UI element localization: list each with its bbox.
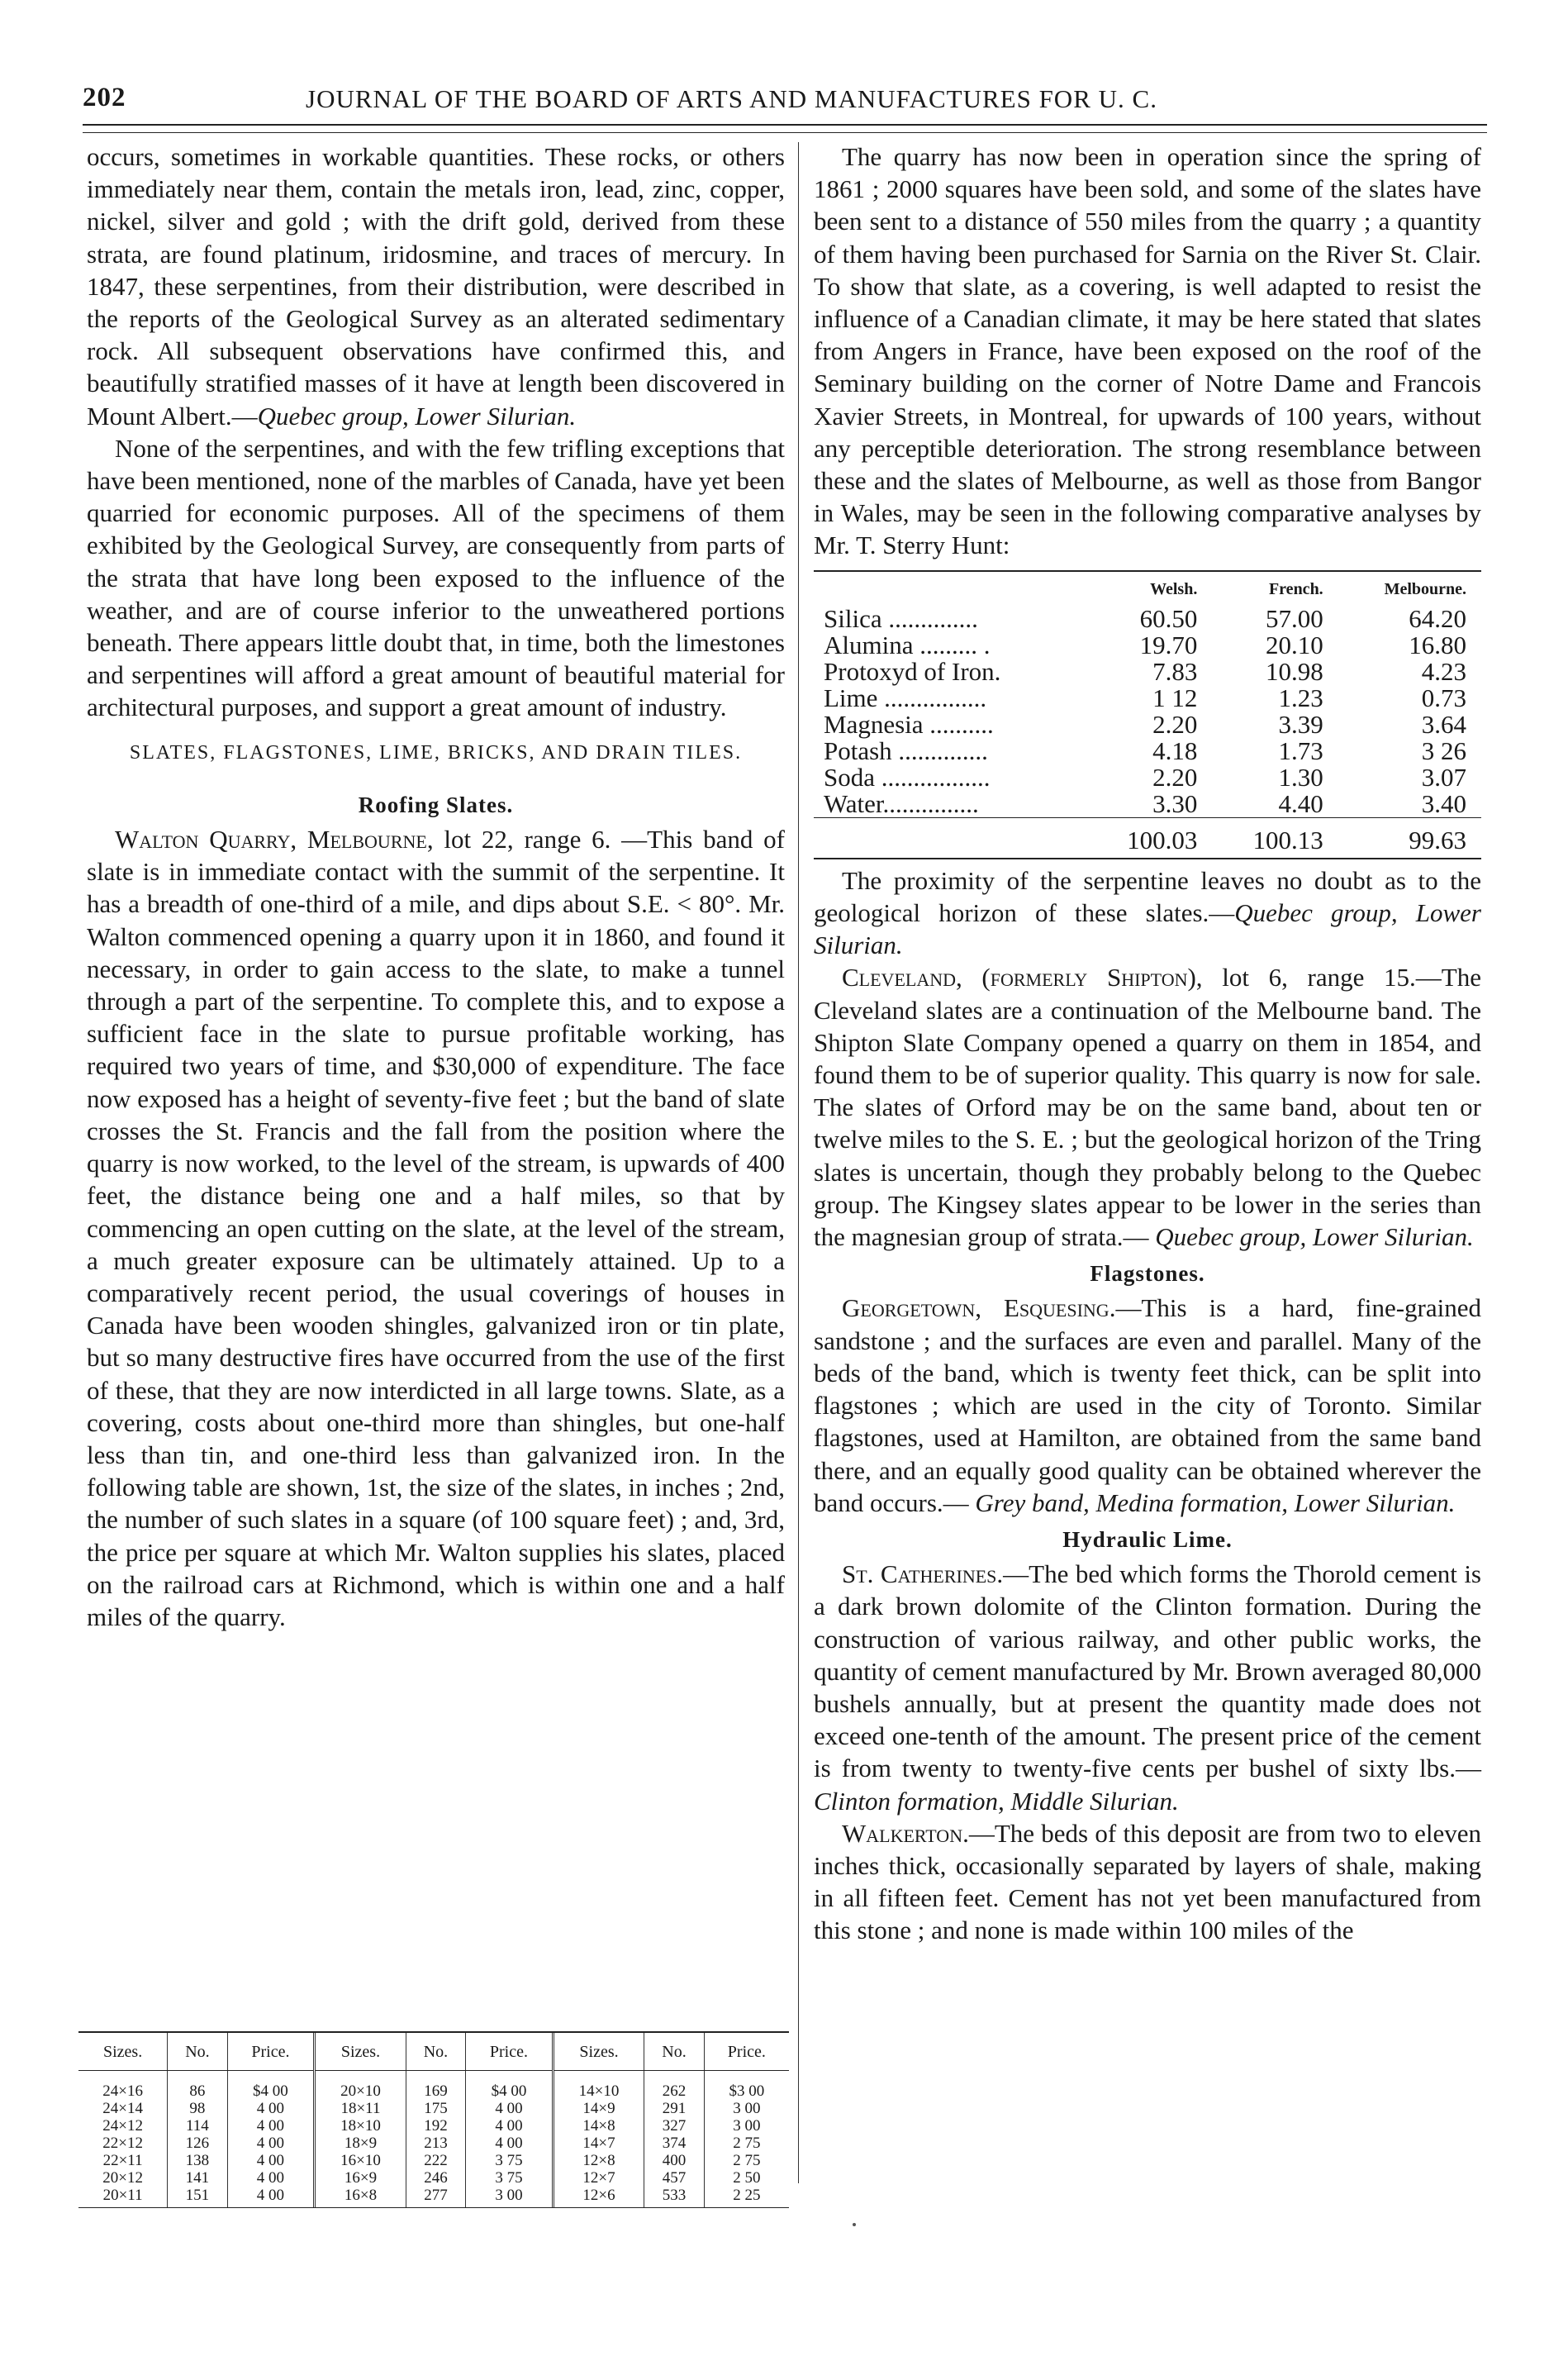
analysis-value: 20.10 (1265, 630, 1323, 659)
table-cell: 3 75 (466, 2169, 554, 2187)
table-cell: 18×11 (315, 2100, 406, 2117)
table-cell: $4 00 (227, 2071, 315, 2101)
page-mark (853, 2223, 856, 2226)
table-cell: 246 (406, 2169, 465, 2187)
sizes-header-cell: No. (644, 2033, 704, 2071)
header-rule (83, 124, 1487, 126)
table-cell: 3 00 (704, 2100, 789, 2117)
analysis-row (814, 764, 1481, 791)
table-cell: 222 (406, 2152, 465, 2169)
analysis-row (814, 791, 1481, 818)
analysis-row (814, 712, 1481, 738)
table-cell: 374 (644, 2135, 704, 2152)
running-title: JOURNAL OF THE BOARD OF ARTS AND MANUFACTURES FOR U. C. (306, 84, 1157, 113)
table-cell: 22×11 (102, 2152, 143, 2169)
table-cell: 2 75 (704, 2152, 789, 2169)
analysis-value: 4.40 (1278, 788, 1323, 818)
analysis-col-welsh: Welsh. (1150, 579, 1198, 598)
analysis-bottom-rule (814, 858, 1481, 859)
analysis-col-french: French. (1268, 579, 1323, 598)
analysis-value: 64.20 (1409, 603, 1466, 633)
table-cell: 20×10 (315, 2071, 406, 2101)
analysis-value: 16.80 (1409, 630, 1466, 659)
table-cell: 169 (406, 2071, 465, 2101)
table-cell: 4 00 (227, 2100, 315, 2117)
table-cell: 4 00 (466, 2100, 554, 2117)
analysis-value: 1.30 (1278, 762, 1323, 792)
table-cell: 16×9 (315, 2169, 406, 2187)
analysis-label: Lime ................ (824, 683, 987, 712)
paragraph-st-catherines: St. Catherines.—The bed which forms the Thorold cement is a dark brown dolomite of the Clinton formation. During the construction of various railway, and other public works, the quantity of cement manufactured by Mr. Brown averaged 80,000 bushels annually, but at present the quantity made does not exceed one-tenth of the amount. The present price of the cement is from twenty to twenty-five cents per bushel of sixty lbs.—Clinton formation, Middle Silurian. (814, 1559, 1482, 1816)
analysis-label: Alumina ......... . (824, 630, 991, 659)
table-cell: 192 (406, 2117, 465, 2135)
analysis-totals-row (814, 817, 1481, 856)
table-cell: 4 00 (466, 2135, 554, 2152)
analysis-value: 1.73 (1278, 735, 1323, 765)
table-cell: 14×10 (553, 2071, 644, 2101)
analysis-value: 4.23 (1421, 656, 1466, 686)
analysis-label: Protoxyd of Iron. (824, 656, 1001, 686)
table-cell: 22×12 (102, 2135, 143, 2152)
table-cell: 4 00 (227, 2152, 315, 2169)
table-cell: 16×8 (315, 2187, 406, 2207)
table-cell: 175 (406, 2100, 465, 2117)
paragraph-serpentine-metals: occurs, sometimes in workable quantities. These rocks, or others immediately near them, contain the metals iron, lead, zinc, copper, nickel, silver and gold ; with the drift gold, derived from these strata, are found platinum, iridosmine, and traces of mercury. In 1847, these serpentines, from their distribution, were described in the reports of the Geological Survey as an alterated sedimentary rock. All subsequent observations have confirmed this, and beautifully stratified masses of it have at length been discovered in Mount Albert.—Quebec group, Lower Silurian. (87, 142, 785, 431)
table-cell: 24×12 (102, 2117, 143, 2135)
table-row (78, 2135, 789, 2152)
table-row (78, 2152, 789, 2169)
table-cell: 213 (406, 2135, 465, 2152)
table-cell: 2 75 (704, 2135, 789, 2152)
table-cell: 12×6 (553, 2187, 644, 2207)
table-cell: 138 (168, 2152, 227, 2169)
paragraph-proximity: The proximity of the serpentine leaves no doubt as to the geological horizon of these slates.—Quebec group, Lower Silurian. (814, 865, 1481, 960)
table-cell: 20×12 (102, 2169, 143, 2187)
analysis-header-row (814, 574, 1481, 606)
analysis-row (814, 632, 1481, 659)
table-cell: 141 (168, 2169, 227, 2187)
analysis-value: 60.50 (1139, 603, 1198, 633)
table-cell: 4 00 (227, 2187, 315, 2207)
paragraph-cleveland: Cleveland, (formerly Shipton), lot 6, range 15.—The Cleveland slates are a continuation of the Melbourne band. The Shipton Slate Company opened a quarry on them in 1854, and found them to be of superior quality. This quarry is now for sale. The slates of Orford may be on the same band, about ten or twelve miles to the S. E. ; but the geological horizon of the Tring slates is uncertain, though they probably belong to the Quebec group. The Kingsey slates appear to be lower in the series than the magnesian group of strata.— Quebec group, Lower Silurian. (814, 963, 1481, 1252)
analysis-row (814, 606, 1481, 632)
sizes-header-cell: Price. (227, 2033, 315, 2071)
table-cell: 291 (644, 2100, 704, 2117)
analysis-total: 100.03 (1086, 817, 1212, 856)
analysis-value: 1.23 (1278, 683, 1323, 712)
table-cell: 20×11 (102, 2187, 143, 2204)
analysis-value: 1 12 (1152, 683, 1198, 712)
analysis-value: 4.18 (1152, 735, 1198, 765)
analysis-value: 19.70 (1139, 630, 1198, 659)
header-rule-thin (83, 132, 1487, 133)
table-cell: $3 00 (704, 2071, 789, 2101)
table-cell: 4 00 (227, 2117, 315, 2135)
table-cell: 4 00 (227, 2169, 315, 2187)
page-number: 202 (83, 83, 126, 112)
analysis-value: 3.30 (1152, 788, 1198, 818)
paragraph-marbles: None of the serpentines, and with the few trifling exceptions that have been mentioned, none of the marbles of Canada, have yet been quarried for economic purposes. All of the specimens of them exhibited by the Geological Survey, are consequently from parts of the strata that have long been exposed to the influence of the weather, and are of course inferior to the unweathered portions beneath. There appears little doubt that, in time, both the limestones and serpentines will afford a great amount of beautiful material for architectural purposes, and support a great amount of industry. (87, 433, 785, 722)
analysis-value: 0.73 (1421, 683, 1466, 712)
table-cell: 24×14 (102, 2100, 143, 2117)
table-cell: 18×9 (315, 2135, 406, 2152)
table-cell: 18×10 (315, 2117, 406, 2135)
sizes-header-cell: Price. (466, 2033, 554, 2071)
analysis-label (814, 817, 1086, 856)
table-cell: 277 (406, 2187, 465, 2207)
sizes-header-cell: No. (168, 2033, 227, 2071)
paragraph-quarry-operation: The quarry has now been in operation since the spring of 1861 ; 2000 squares have been sold, and some of the slates have been sent to a distance of 550 miles from the quarry ; a quantity of them having been purchased for Sarnia on the River St. Clair. To show that slate, as a covering, is well adapted to resist the influence of a Canadian climate, it may be here stated that slates from Angers in France, have been exposed on the roof of the Seminary building on the corner of Notre Dame and Francois Xavier Streets, in Montreal, for upwards of 100 years, without any perceptible deterioration. The strong resemblance between these and the slates of Melbourne, as well as those from Bangor in Wales, may be seen in the following comparative analyses by Mr. T. Sterry Hunt: (814, 142, 1481, 560)
table-cell: 3 75 (466, 2152, 554, 2169)
analysis-value: 3.40 (1421, 788, 1466, 818)
analysis-total: 100.13 (1212, 817, 1338, 856)
table-header-row (78, 2033, 789, 2071)
analysis-label: Silica .............. (824, 603, 978, 633)
table-cell: 3 00 (704, 2117, 789, 2135)
table-cell: 3 00 (466, 2187, 554, 2207)
sizes-header-cell: Sizes. (78, 2033, 168, 2071)
slate-sizes-table (78, 2031, 789, 2208)
table-row (78, 2117, 789, 2135)
analysis-value: 2.20 (1152, 762, 1198, 792)
section-title: SLATES, FLAGSTONES, LIME, BRICKS, AND DRAIN TILES. (129, 741, 743, 764)
table-cell: 533 (644, 2187, 704, 2207)
page-header (83, 76, 1487, 126)
analysis-value: 3.07 (1421, 762, 1466, 792)
analysis-row (814, 685, 1481, 712)
table-row (78, 2169, 789, 2187)
table-cell: 16×10 (315, 2152, 406, 2169)
table-cell: 4 00 (227, 2135, 315, 2152)
table-cell: $4 00 (466, 2071, 554, 2101)
analysis-total: 99.63 (1338, 817, 1481, 856)
table-cell: 14×7 (553, 2135, 644, 2152)
table-cell: 24×16 (102, 2082, 143, 2100)
table-cell: 126 (168, 2135, 227, 2152)
table-cell: 98 (168, 2100, 227, 2117)
table-cell: 457 (644, 2169, 704, 2187)
analysis-value: 2.20 (1152, 709, 1198, 739)
table-cell: 262 (644, 2071, 704, 2101)
left-column (87, 140, 785, 1633)
analysis-table (814, 570, 1481, 859)
sizes-header-cell: Price. (704, 2033, 789, 2071)
table-cell: 2 50 (704, 2169, 789, 2187)
analysis-col-melbourne: Melbourne. (1384, 579, 1466, 598)
table-cell: 4 00 (466, 2117, 554, 2135)
table-cell: 114 (168, 2117, 227, 2135)
analysis-value: 57.00 (1265, 603, 1323, 633)
analysis-label: Potash .............. (824, 735, 988, 765)
analysis-value: 3.64 (1421, 709, 1466, 739)
right-column (814, 140, 1481, 1947)
table-cell: 2 25 (704, 2187, 789, 2207)
table-row (78, 2100, 789, 2117)
table-cell: 14×9 (553, 2100, 644, 2117)
analysis-label: Water............... (824, 788, 979, 818)
table-cell: 14×8 (553, 2117, 644, 2135)
table-cell: 12×8 (553, 2152, 644, 2169)
analysis-label: Soda ................. (824, 762, 991, 792)
analysis-label: Magnesia .......... (824, 709, 994, 739)
heading-hydraulic-lime: Hydraulic Lime. (1062, 1526, 1233, 1552)
paragraph-walton-quarry: Walton Quarry, Melbourne, lot 22, range 6. —This band of slate is in immediate contact with the summit of the serpentine. It has a breadth of one-third of a mile, and dips about S.E. < 80°. Mr. Walton commenced opening a quarry upon it in 1860, and found it necessary, in order to gain access to the slate, to make a tunnel through a part of the serpentine. To complete this, and to expose a sufficient face in the slate to pursue profitable working, has required two years of time, and $30,000 of expenditure. The face now exposed has a height of seventy-five feet ; but the band of slate crosses the St. Francis and the fall from the position where the quarry is now worked, to the level of the stream, is upwards of 400 feet, the distance being one and a half miles, so that by commencing an open cutting on the slate, at the level of the stream, a much greater exposure can be ultimately attained. Up to a comparatively recent period, the usual coverings of houses in Canada have been wooden shingles, galvanized iron or tin plate, but so many destructive fires have occurred from the use of the first of these, that they are now interdicted in all large towns. Slate, as a covering, costs about one-third more than shingles, but one-half less than tin, and one-third less than galvanized iron. In the following table are shown, 1st, the size of the slates, in inches ; 2nd, the number of such slates in a square (of 100 square feet) ; and, 3rd, the price per square at which Mr. Walton supplies his slates, placed on the railroad cars at Richmond, which is within one and a half miles of the quarry. (87, 825, 785, 1631)
table-cell: 86 (168, 2071, 227, 2101)
table-cell: 12×7 (553, 2169, 644, 2187)
paragraph-walkerton: Walkerton.—The beds of this deposit are from two to eleven inches thick, occasionally separated by layers of shale, making in all fifteen feet. Cement has not yet been manufactured from this stone ; and none is made within 100 miles of the (814, 1818, 1481, 1945)
analysis-row (814, 738, 1481, 764)
sizes-header-cell: No. (406, 2033, 465, 2071)
paragraph-georgetown: Georgetown, Esquesing.—This is a hard, fine-grained sandstone ; and the surfaces are even and parallel. Many of the beds of the band, which is twenty feet thick, can be split into flagstones ; which are used in the city of Toronto. Similar flagstones, used at Hamilton, are obtained from the same band there, and an equally good quality can be obtained wherever the band occurs.— Grey band, Medina formation, Lower Silurian. (814, 1293, 1481, 1517)
table-cell: 151 (168, 2187, 227, 2207)
heading-flagstones: Flagstones. (1090, 1261, 1205, 1287)
analysis-value: 3.39 (1278, 709, 1323, 739)
table-row (78, 2187, 789, 2207)
analysis-value: 7.83 (1152, 656, 1198, 686)
analysis-value: 10.98 (1265, 656, 1323, 686)
analysis-value: 3 26 (1421, 735, 1466, 765)
table-cell: 327 (644, 2117, 704, 2135)
heading-roofing-slates: Roofing Slates. (358, 792, 514, 817)
sizes-header-cell: Sizes. (553, 2033, 644, 2071)
analysis-row (814, 659, 1481, 685)
table-cell: 400 (644, 2152, 704, 2169)
sizes-header-cell: Sizes. (315, 2033, 406, 2071)
column-divider (798, 142, 799, 2183)
table-row (78, 2071, 789, 2101)
